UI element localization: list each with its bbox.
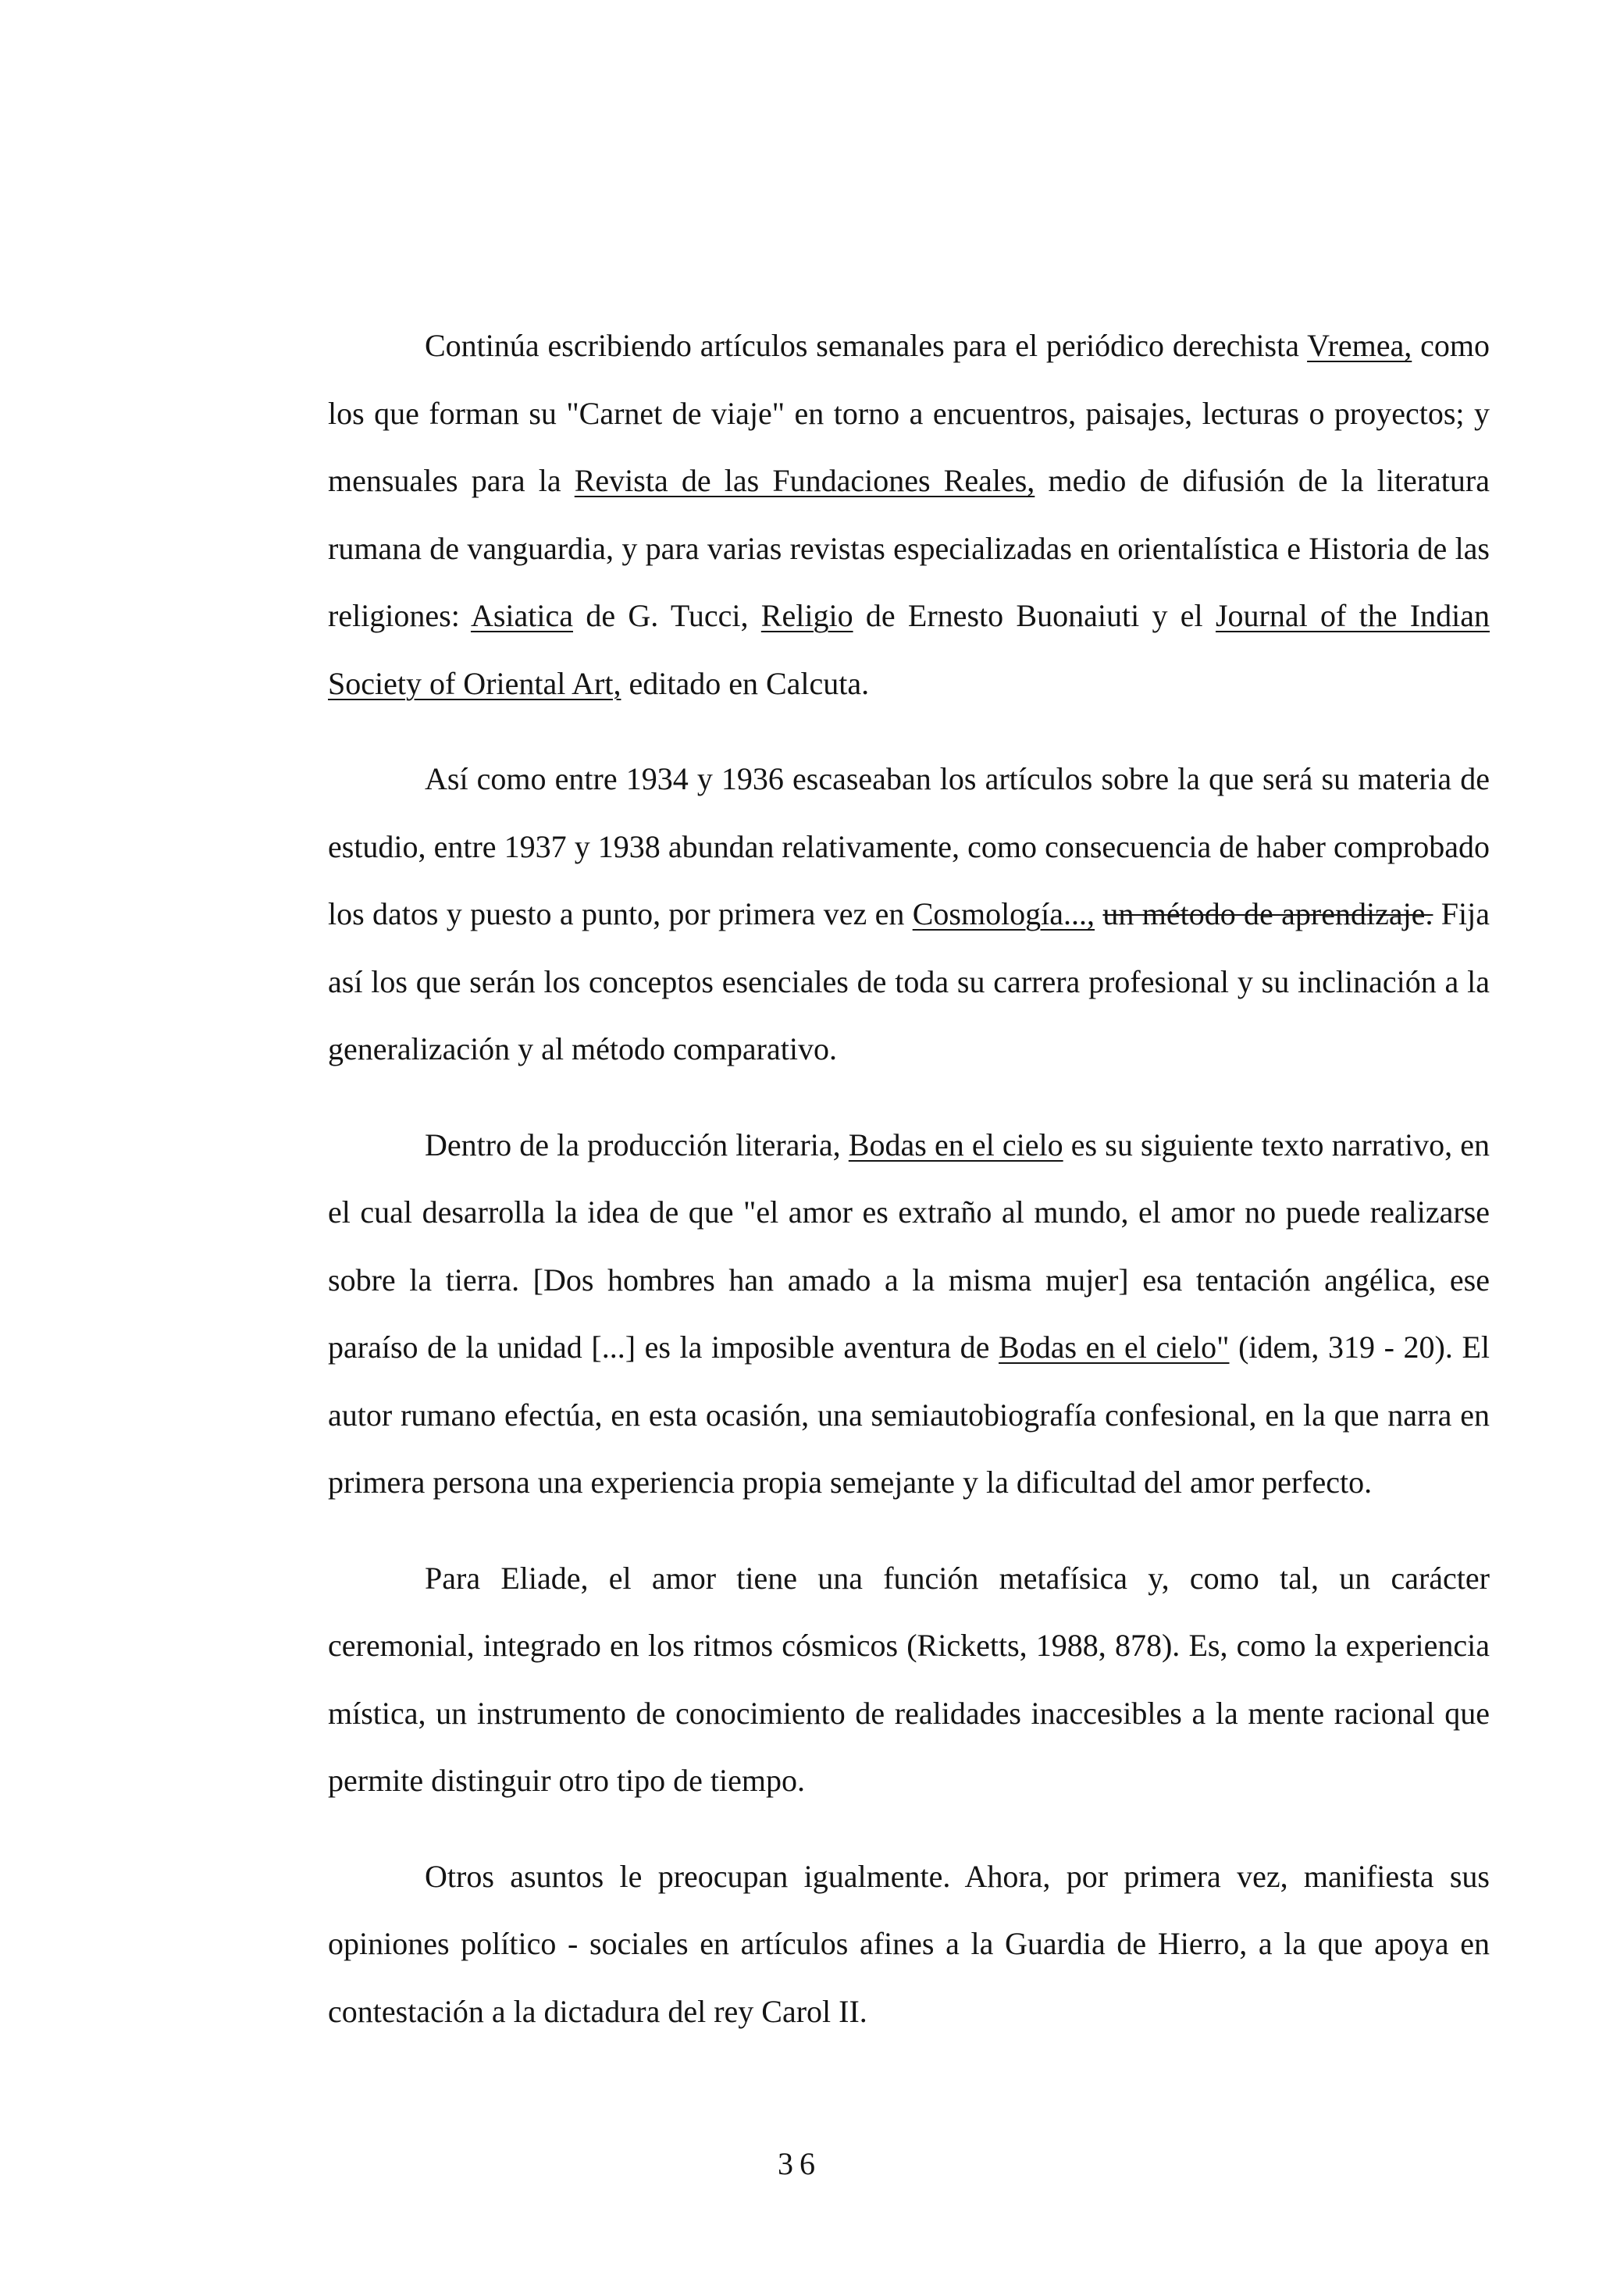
text-u-segment: Bodas en el cielo	[848, 1127, 1063, 1162]
text-segment: editado en Calcuta.	[621, 665, 870, 701]
text-segment: es su siguiente texto narrativo, en el cual desarrolla la idea de que "el amor es extraño al mundo, el amor no puede realizarse sobre la tierra. [Dos hombres han amado a la misma mujer] esa tentación angélica, ese paraíso de la unidad [...] es la imposible aventura de	[328, 1127, 1490, 1365]
text-u-segment: Asiatica	[470, 598, 574, 633]
paragraph-5	[328, 1843, 1490, 2046]
text-segment: Así como entre 1934 y 1936 escaseaban los artículos sobre la que será su materia de estudio, entre 1937 y 1938 abundan relativamente, como consecuencia de haber comprobado los datos y puesto a punto, por primera vez en	[328, 761, 1490, 931]
text-u-segment: Bodas en el cielo"	[999, 1330, 1230, 1365]
text-segment: como los que forman su "Carnet de viaje" en torno a encuentros, paisajes, lecturas o proyectos; y mensuales para la	[328, 328, 1490, 498]
paragraph-2	[328, 746, 1490, 1084]
text-segment: Dentro de la producción literaria,	[425, 1127, 849, 1162]
text-segment: (idem, 319 - 20). El autor rumano efectúa, en esta ocasión, una semiautobiografía confesional, en la que narra en primera persona una experiencia propia semejante y la dificultad del amor perfecto.	[328, 1330, 1490, 1500]
text-u-segment: Religio	[760, 598, 853, 633]
text-strike-segment: un método de aprendizaje.	[1102, 896, 1433, 931]
paragraph-3	[328, 1112, 1490, 1517]
text-segment: medio de difusión de la literatura rumana de vanguardia, y para varias revistas especializadas en orientalística e Historia de las religiones:	[328, 463, 1490, 633]
text-segment	[1095, 896, 1102, 931]
text-segment: Para Eliade, el amor tiene una función metafísica y, como tal, un carácter ceremonial, integrado en los ritmos cósmicos (Ricketts, 1988, 878). Es, como la experiencia mística, un instrumento de conocimiento de realidades inaccesibles a la mente racional que permite distinguir otro tipo de tiempo.	[328, 1560, 1490, 1798]
text-u-segment: Cosmología...,	[912, 896, 1095, 931]
text-segment: de Ernesto Buonaiuti y el	[853, 598, 1216, 633]
paragraph-1	[328, 312, 1490, 717]
text-segment: Otros asuntos le preocupan igualmente. Ahora, por primera vez, manifiesta sus opiniones político - sociales en artículos afines a la Guardia de Hierro, a la que apoya en contestación a la dictadura del rey Carol II.	[328, 1858, 1490, 2029]
text-u-segment: Revista de las Fundaciones Reales,	[574, 463, 1035, 498]
document-body	[328, 312, 1490, 2045]
paragraph-4	[328, 1545, 1490, 1815]
text-segment: de G. Tucci,	[573, 598, 761, 633]
text-segment: Fija así los que serán los conceptos esenciales de toda su carrera profesional y su inclinación a la generalización y al método comparativo.	[328, 896, 1490, 1066]
page-number: 36	[778, 2146, 821, 2181]
text-u-segment: Journal of the Indian Society of Oriental Art,	[328, 598, 1490, 701]
text-u-segment: Vremea,	[1307, 328, 1412, 363]
text-segment: Continúa escribiendo artículos semanales para el periódico derechista	[425, 328, 1308, 363]
